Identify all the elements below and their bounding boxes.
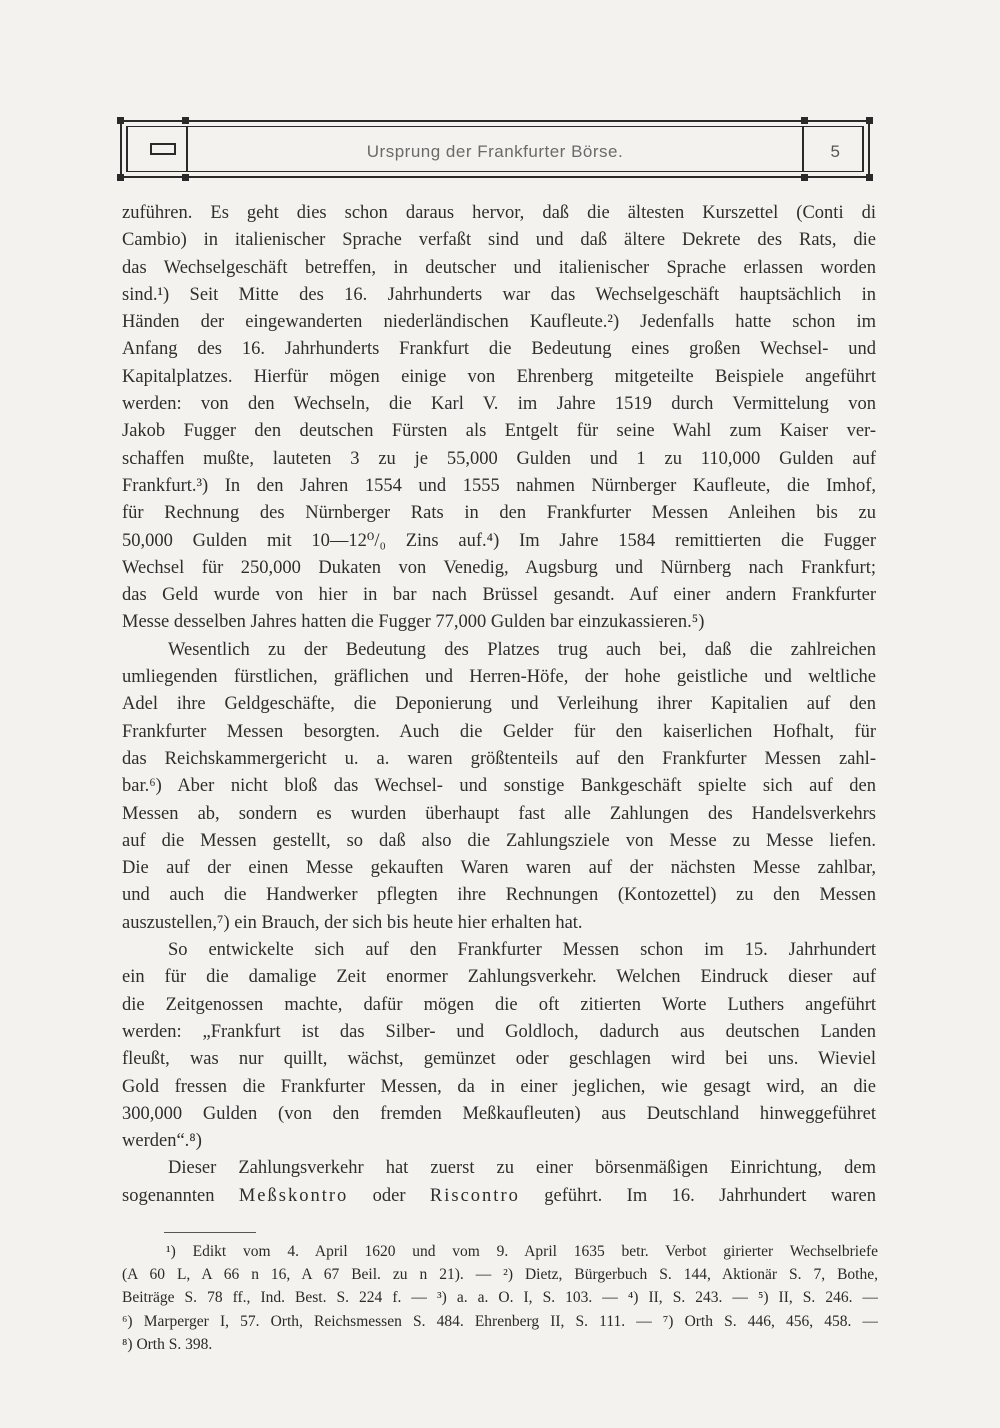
text-line: Jakob Fugger den deutschen Fürsten als Entgelt für seine Wahl zum Kaiser ver- [122,421,876,442]
text-line: Die auf der einen Messe gekauften Waren waren auf der nächsten Messe zahlbar, [122,858,876,879]
text-line: auszustellen,⁷) ein Brauch, der sich bis heute hier erhalten hat. [122,912,583,933]
text-line: Gold fressen die Frankfurter Messen, da in einer jeglichen, wie gesagt wird, an die [122,1076,876,1097]
running-header [120,120,870,178]
text-line: umliegenden fürstlichen, gräflichen und Herren-Höfe, der hohe geistliche und weltliche [122,667,876,688]
corner-square-icon [117,117,124,124]
text-line: für Rechnung des Nürnberger Rats in den Frankfurter Messen Anleihen bis zu [122,503,876,524]
corner-square-icon [801,117,808,124]
text-line: Cambio) in italienischer Sprache verfaßt sind und daß ältere Dekrete des Rats, die [122,230,876,251]
footnotes [122,1240,878,1356]
text-line: Frankfurt.³) In den Jahren 1554 und 1555 nahmen Nürnberger Kaufleute, die Imhof, [122,475,876,496]
text-fragment: geführt. Im 16. Jahrhundert waren [519,1185,876,1206]
text-line: die Zeitgenossen machte, dafür mögen die oft zitierten Worte Luthers angeführt [122,994,876,1015]
text-line: werden“.⁸) [122,1131,202,1152]
text-line-with-spaced-terms [122,1183,876,1210]
footnote-separator [164,1232,256,1233]
text-line: schaffen mußte, lauteten 3 zu je 55,000 Gulden und 1 zu 110,000 Gulden auf [122,448,876,469]
text-line: das Geld wurde von hier in bar nach Brüssel gesandt. Auf einer andern Frankfurter [122,585,876,606]
text-line: Messe desselben Jahres hatten die Fugger 77,000 Gulden bar einzukassieren.⁵) [122,612,705,633]
text-line: Frankfurter Messen besorgten. Auch die Gelder für den kaiserlichen Hofhalt, für [122,721,876,742]
text-line: 300,000 Gulden (von den fremden Meßkaufleuten) aus Deutschland hinweggeführet [122,1103,876,1124]
text-line: und auch die Handwerker pflegten ihre Rechnungen (Kontozettel) zu den Messen [122,885,876,906]
text-line: bar.⁶) Aber nicht bloß das Wechsel- und sonstige Bankgeschäft spielte sich auf den [122,776,876,797]
text-line: fleußt, was nur quillt, wächst, gemünzet oder geschlagen wird bei uns. Wieviel [122,1049,876,1070]
corner-square-icon [866,174,873,181]
text-line: werden: von den Wechseln, die Karl V. im Jahre 1519 durch Vermittelung von [122,394,876,415]
text-line: 50,000 Gulden mit 10—12⁰/₀ Zins auf.⁴) Im Jahre 1584 remittierten die Fugger [122,530,876,551]
text-fragment: sogenannten [122,1185,239,1206]
text-line: Kapitalplatzes. Hierfür mögen einige von Ehrenberg mitgeteilte Beispiele angeführt [122,366,876,387]
footnote-line: ¹) Edikt vom 4. April 1620 und vom 9. April 1635 betr. Verbot girierter Wechselbriefe [166,1243,878,1260]
body-text [122,200,876,1210]
text-line: auf die Messen gestellt, so daß also die Zahlungsziele von Messe zu Messe liefen. [122,830,876,851]
text-line: werden: „Frankfurt ist das Silber- und Goldloch, dadurch aus deutschen Landen [122,1021,876,1042]
spaced-term-riscontro: Riscontro [429,1185,520,1206]
text-line: ein für die damalige Zeit enormer Zahlungsverkehr. Welchen Eindruck dieser auf [122,967,876,988]
corner-square-icon [182,174,189,181]
text-line: Anfang des 16. Jahrhunderts Frankfurt die Bedeutung eines großen Wechsel- und [122,339,876,360]
footnote-line: ⁶) Marperger I, 57. Orth, Reichsmessen S. 484. Ehrenberg II, S. 111. — ⁷) Orth S. 446, 456, 458. — [122,1312,878,1330]
text-line: zuführen. Es geht dies schon daraus hervor, daß die ältesten Kurszettel (Conti di [122,203,876,223]
text-line: Messen ab, sondern es wurden überhaupt fast alle Zahlungen des Handelsverkehrs [122,803,876,824]
text-line: das Reichskammergericht u. a. waren größtenteils auf den Frankfurter Messen zahl- [122,748,876,769]
text-fragment: oder [348,1185,430,1206]
corner-square-icon [117,174,124,181]
text-line: das Wechselgeschäft betreffen, in deutscher und italienischer Sprache erlassen worden [122,257,876,278]
paragraph-first-line: Wesentlich zu der Bedeutung des Platzes trug auch bei, daß die zahlreichen [168,639,876,660]
running-title: Ursprung der Frankfurter Börse. [366,142,624,161]
corner-square-icon [801,174,808,181]
footnote-line: ⁸) Orth S. 398. [122,1335,213,1353]
paragraph-first-line: Dieser Zahlungsverkehr hat zuerst zu einer börsenmäßigen Einrichtung, dem [168,1158,876,1179]
page-number: 5 [830,142,840,161]
paragraph-first-line: So entwickelte sich auf den Frankfurter Messen schon im 15. Jahrhundert [168,940,876,961]
text-line: Adel ihre Geldgeschäfte, die Deponierung und Verleihung ihrer Kapitalien auf den [122,694,876,715]
text-line: sind.¹) Seit Mitte des 16. Jahrhunderts war das Wechselgeschäft hauptsächlich in [122,284,876,305]
footnote-line: (A 60 L, A 66 n 16, A 67 Beil. zu n 21). — ²) Dietz, Bürgerbuch S. 144, Aktionär S. 7, Bothe, [122,1266,878,1284]
footnote-line: Beiträge S. 78 ff., Ind. Best. S. 224 f. — ³) a. a. O. I, S. 103. — ⁴) II, S. 243. — ⁵) II, S. 246. — [122,1289,878,1307]
text-line: Wechsel für 250,000 Dukaten von Venedig, Augsburg und Nürnberg nach Frankfurt; [122,557,876,578]
spaced-term-messkontro: Meßskontro [238,1185,349,1206]
corner-square-icon [866,117,873,124]
text-line: Händen der eingewanderten niederländischen Kaufleute.²) Jedenfalls hatte schon im [122,312,876,333]
corner-square-icon [182,117,189,124]
